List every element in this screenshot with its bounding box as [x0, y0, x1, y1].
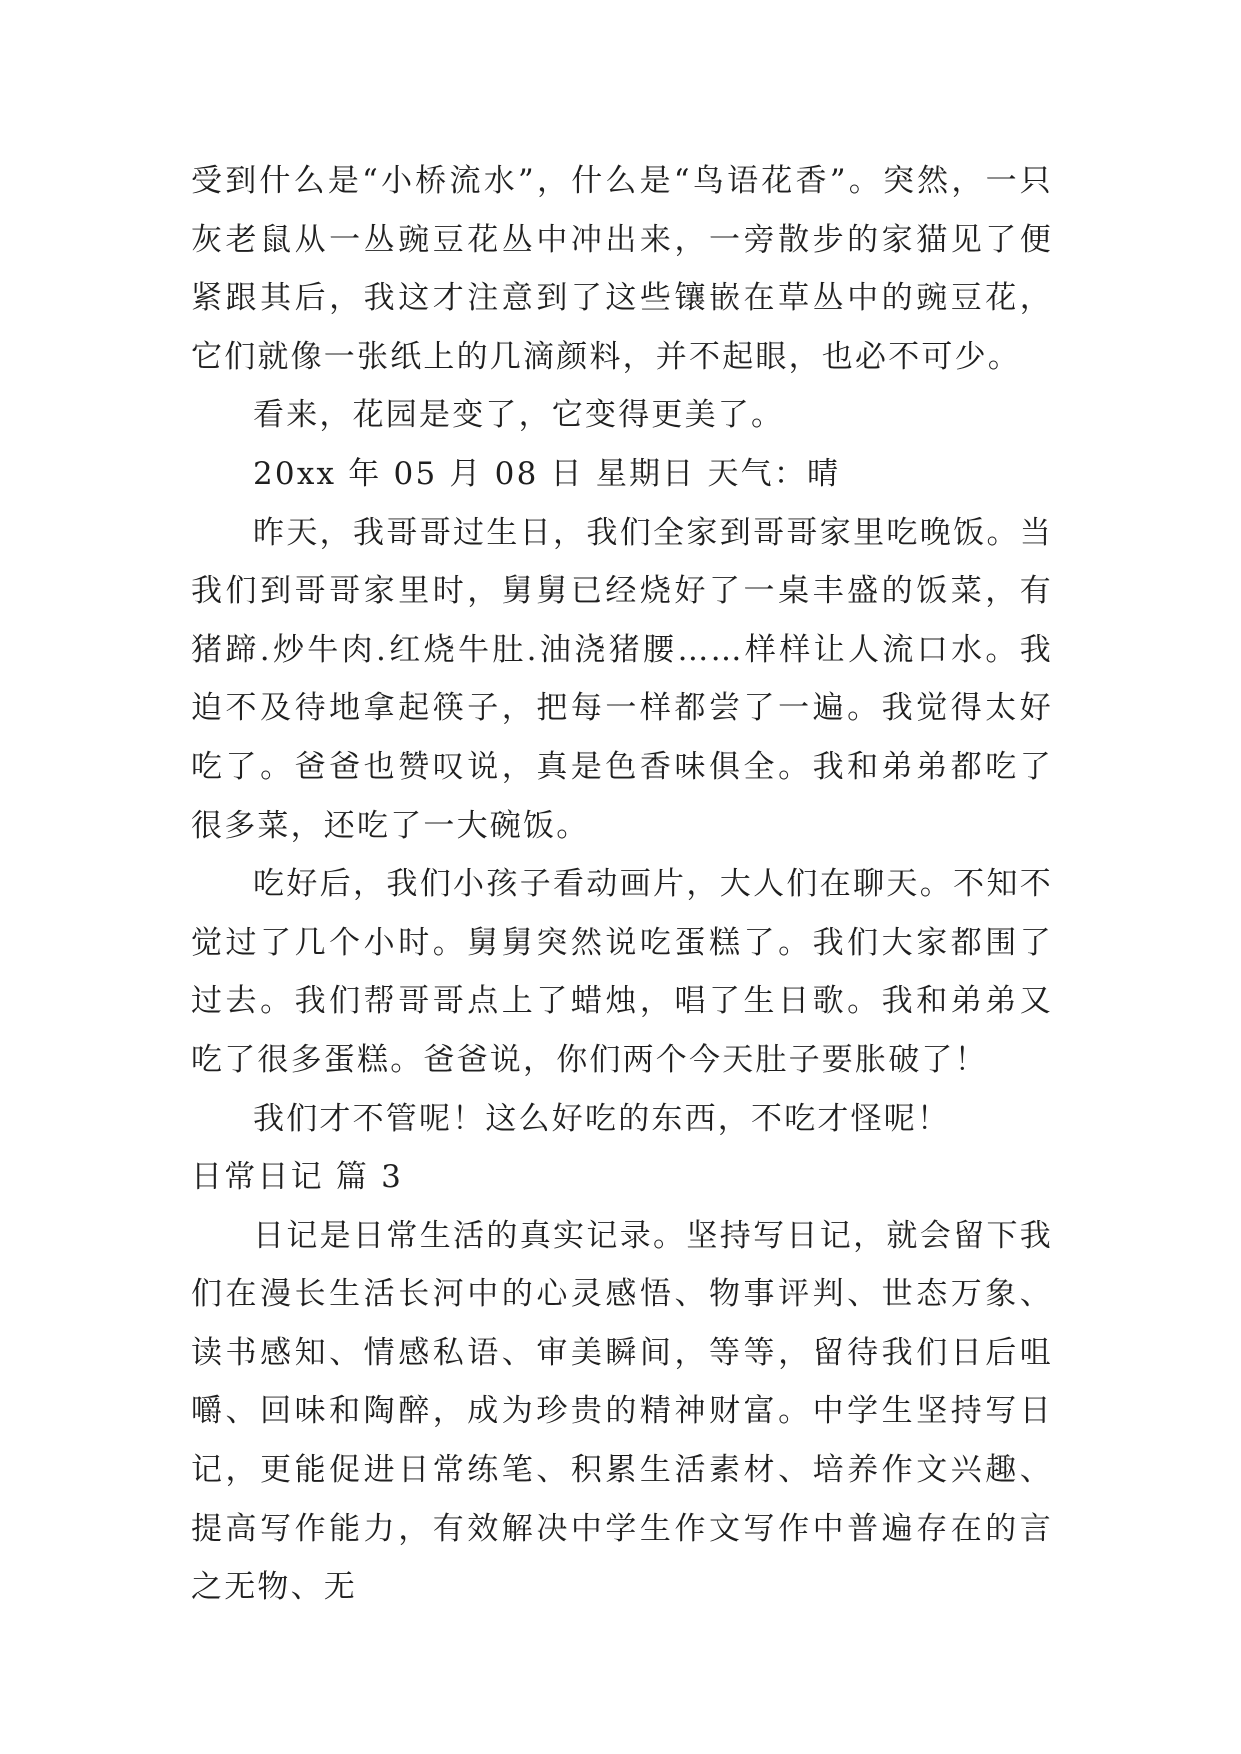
paragraph-continuation: 受到什么是“小桥流水”，什么是“鸟语花香”。突然，一只灰老鼠从一丛豌豆花丛中冲出来，一旁散步的家猫见了便紧跟其后，我这才注意到了这些镶嵌在草丛中的豌豆花，它们就像一张纸上的几滴颜料，并不起眼，也必不可少。	[191, 163, 1053, 375]
paragraph-birthday-dinner: 昨天，我哥哥过生日，我们全家到哥哥家里吃晚饭。当我们到哥哥家里时，舅舅已经烧好了一桌丰盛的饭菜，有猪蹄.炒牛肉.红烧牛肚.油浇猪腰……样样让人流口水。我迫不及待地拿起筷子，把每一样都尝了一遍。我觉得太好吃了。爸爸也赞叹说，真是色香味俱全。我和弟弟都吃了很多菜，还吃了一大碗饭。	[191, 514, 1053, 844]
document-body	[191, 152, 1053, 1617]
paragraph-garden-conclusion: 看来，花园是变了，它变得更美了。	[253, 397, 785, 434]
section-heading: 日常日记 篇 3	[191, 1159, 404, 1196]
paragraph-diary-intro: 日记是日常生活的真实记录。坚持写日记，就会留下我们在漫长生活长河中的心灵感悟、物事评判、世态万象、读书感知、情感私语、审美瞬间，等等，留待我们日后咀嚼、回味和陶醉，成为珍贵的精神财富。中学生坚持写日记，更能促进日常练笔、积累生活素材、培养作文兴趣、提高写作能力，有效解决中学生作文写作中普遍存在的言之无物、无	[191, 1217, 1053, 1606]
paragraph-birthday-conclusion: 我们才不管呢！这么好吃的东西，不吃才怪呢！	[253, 1100, 951, 1137]
paragraph-birthday-cake: 吃好后，我们小孩子看动画片，大人们在聊天。不知不觉过了几个小时。舅舅突然说吃蛋糕了。我们大家都围了过去。我们帮哥哥点上了蜡烛，唱了生日歌。我和弟弟又吃了很多蛋糕。爸爸说，你们两个今天肚子要胀破了！	[191, 866, 1053, 1078]
diary-date-line: 20xx 年 05 月 08 日 星期日 天气：晴	[253, 455, 841, 492]
